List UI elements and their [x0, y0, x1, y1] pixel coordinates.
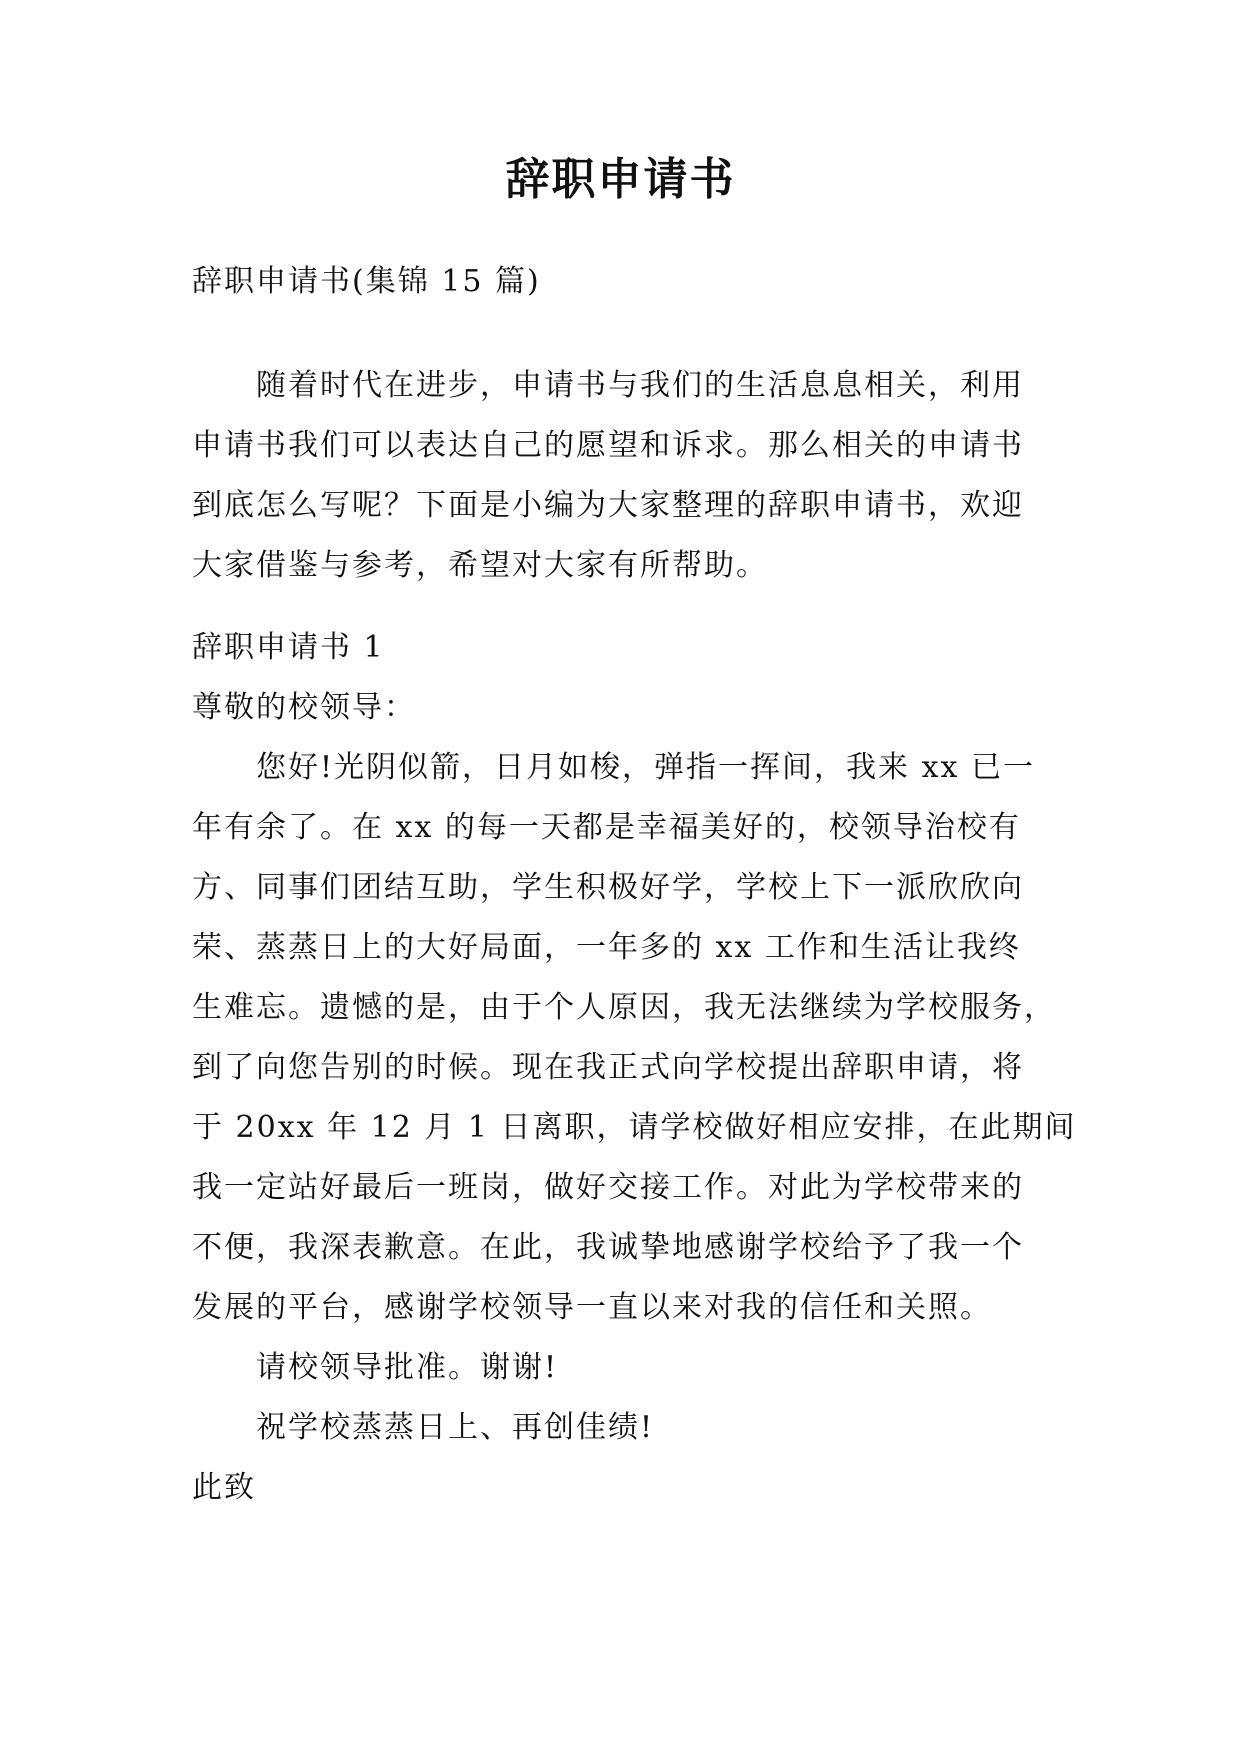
intro-paragraph: [192, 356, 1052, 596]
letter-section: [192, 618, 1077, 1518]
intro-line: 大家借鉴与参考，希望对大家有所帮助。: [192, 548, 768, 583]
request-line: 请校领导批准。谢谢!: [256, 1350, 559, 1385]
document-subtitle: [192, 252, 1052, 312]
salutation: 尊敬的校领导：: [192, 690, 416, 725]
letter-line: 不便，我深表歉意。在此，我诚挚地感谢学校给予了我一个: [192, 1230, 1024, 1265]
letter-line: 生难忘。遗憾的是，由于个人原因，我无法继续为学校服务，: [192, 990, 1056, 1025]
letter-line: 于 20xx 年 12 月 1 日离职，请学校做好相应安排，在此期间: [192, 1110, 1077, 1145]
letter-line: 荣、蒸蒸日上的大好局面，一年多的 xx 工作和生活让我终: [192, 930, 1021, 965]
intro-line: 到底怎么写呢？下面是小编为大家整理的辞职申请书，欢迎: [192, 488, 1024, 523]
intro-line: 申请书我们可以表达自己的愿望和诉求。那么相关的申请书: [192, 428, 1024, 463]
letter-line: 到了向您告别的时候。现在我正式向学校提出辞职申请，将: [192, 1050, 1024, 1085]
document-title: 辞职申请书: [505, 154, 736, 205]
subtitle-line: 辞职申请书(集锦 15 篇): [192, 264, 541, 299]
letter-line: 您好!光阴似箭，日月如梭，弹指一挥间，我来 xx 已一: [256, 750, 1035, 785]
letter-line: 发展的平台，感谢学校领导一直以来对我的信任和关照。: [192, 1290, 992, 1325]
wish-line: 祝学校蒸蒸日上、再创佳绩!: [256, 1410, 655, 1445]
intro-line: 随着时代在进步，申请书与我们的生活息息相关，利用: [256, 368, 1024, 403]
section-heading: 辞职申请书 1: [192, 630, 385, 665]
closing-line: 此致: [192, 1470, 256, 1505]
letter-line: 年有余了。在 xx 的每一天都是幸福美好的，校领导治校有: [192, 810, 1021, 845]
letter-line: 方、同事们团结互助，学生积极好学，学校上下一派欣欣向: [192, 870, 1024, 905]
letter-line: 我一定站好最后一班岗，做好交接工作。对此为学校带来的: [192, 1170, 1024, 1205]
